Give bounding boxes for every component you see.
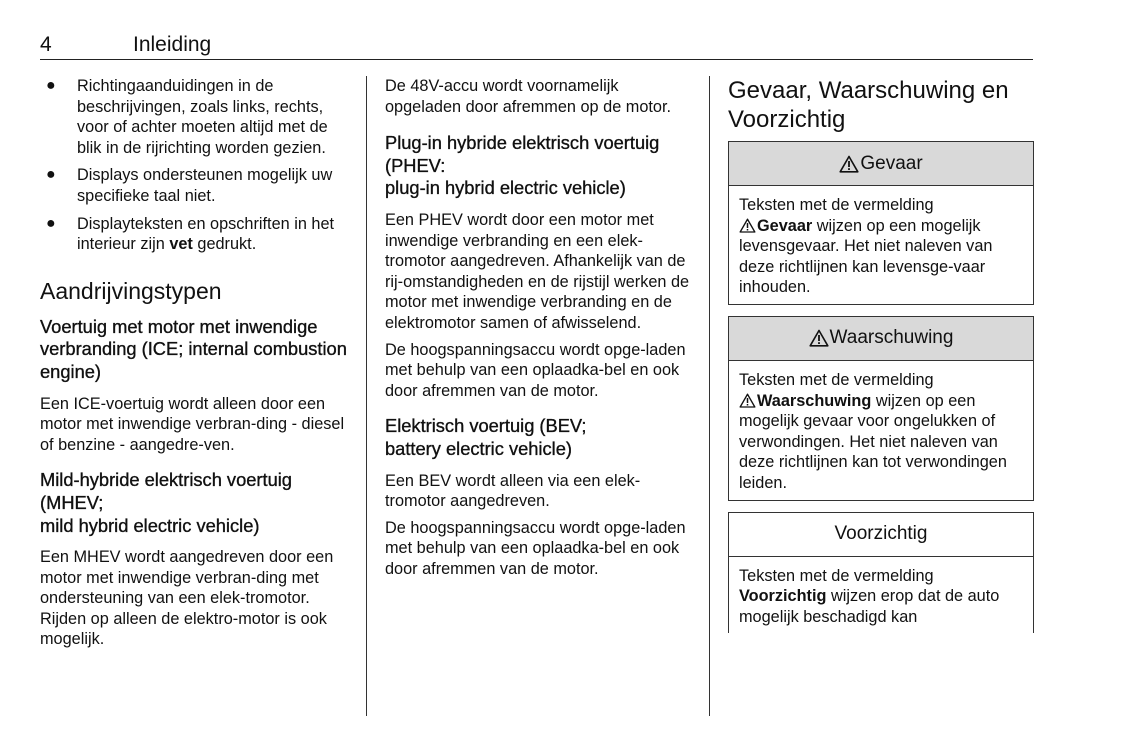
bullet-icon: ● (46, 166, 56, 184)
bev-text: Een BEV wordt alleen via een elek-tromotor aangedreven. (385, 471, 641, 511)
column-3 (728, 76, 1034, 644)
ice-text: Een ICE-voertuig wordt alleen door een motor met inwendige verbran-ding - diesel of benzine - aangedre-ven. (40, 394, 345, 454)
phev-heading: Plug-in hybride elektrisch voertuig (PHEV: plug-in hybrid electric vehicle) (385, 132, 660, 199)
danger-label: Gevaar (860, 152, 923, 174)
column-2 (385, 76, 697, 579)
warning-label: Waarschuwing (829, 327, 954, 349)
bold-word: vet (169, 235, 193, 254)
caution-box-body: Teksten met de vermelding Voorzichtig wijzen erop dat de auto mogelijk beschadigd kan (739, 566, 1000, 626)
bullet-list (40, 76, 352, 255)
bev-text-2: De hoogspanningsaccu wordt opge-laden met behulp van een oplaadka-bel en ook door afremmen van de motor. (385, 518, 686, 578)
mhev-heading: Mild-hybride elektrisch voertuig (MHEV; mild hybrid electric vehicle) (40, 469, 292, 536)
warning-triangle-icon (739, 393, 756, 408)
warning-box-body: Teksten met de vermelding Waarschuwing wijzen op een mogelijk gevaar voor ongelukken of verwondingen. Het niet naleven van deze richtlijnen kan tot verwondingen leiden. (739, 370, 1007, 492)
bev-heading: Elektrisch voertuig (BEV; battery electric vehicle) (385, 415, 587, 459)
warning-box-header (729, 317, 1033, 361)
list-item: ● Displays ondersteunen mogelijk uw specifieke taal niet. (46, 166, 333, 205)
warnings-section-title: Gevaar, Waarschuwing en Voorzichtig (728, 77, 1009, 133)
caution-label: Voorzichtig (834, 523, 928, 545)
warning-box (728, 316, 1034, 501)
bullet-icon: ● (46, 77, 56, 94)
page-number: 4 (40, 33, 52, 56)
caution-box (728, 512, 1034, 634)
page-header (40, 33, 1033, 60)
phev-text-2: De hoogspanningsaccu wordt opge-laden met behulp van een oplaadka-bel en ook door afremmen van de motor. (385, 340, 686, 400)
ice-heading: Voertuig met motor met inwendige verbranding (ICE; internal combustion engine) (40, 315, 347, 382)
column-divider (366, 76, 367, 716)
section-title: Aandrijvingstypen (40, 277, 222, 304)
chapter-title: Inleiding (133, 33, 212, 56)
caution-box-header (729, 513, 1033, 557)
phev-text: Een PHEV wordt door een motor met inwendige verbranding en een elek-tromotor aangedreven. Afhankelijk van de rij-omstandigheden en de rijstijl werken de motor met inwendige verbranding en de elektromotor samen of afwisselend. (385, 210, 690, 332)
warning-triangle-icon (839, 155, 859, 173)
danger-box (728, 141, 1034, 305)
accu-intro-text: De 48V-accu wordt voornamelijk opgeladen door afremmen op de motor. (385, 77, 672, 116)
warning-triangle-icon (809, 329, 829, 347)
warning-triangle-icon (739, 218, 756, 233)
column-divider (709, 76, 710, 716)
list-item: ● Displayteksten en opschriften in het interieur zijn vet gedrukt. (46, 214, 335, 254)
mhev-text: Een MHEV wordt aangedreven door een motor met inwendige verbran-ding met ondersteuning van een elek-tromotor. Rijden op alleen de elektro-motor is ook mogelijk. (40, 548, 334, 649)
danger-box-header (729, 142, 1033, 186)
column-1 (40, 76, 352, 650)
bullet-icon: ● (46, 214, 56, 232)
list-item: ● Richtingaanduidingen in de beschrijvingen, zoals links, rechts, voor of achter moeten altijd met de blik in de rijrichting worden gezien. (46, 77, 328, 157)
danger-box-body: Teksten met de vermelding Gevaar wijzen op een mogelijk levensgevaar. Het niet naleven van deze richtlijnen kan levensge-vaar inhouden. (739, 196, 993, 297)
